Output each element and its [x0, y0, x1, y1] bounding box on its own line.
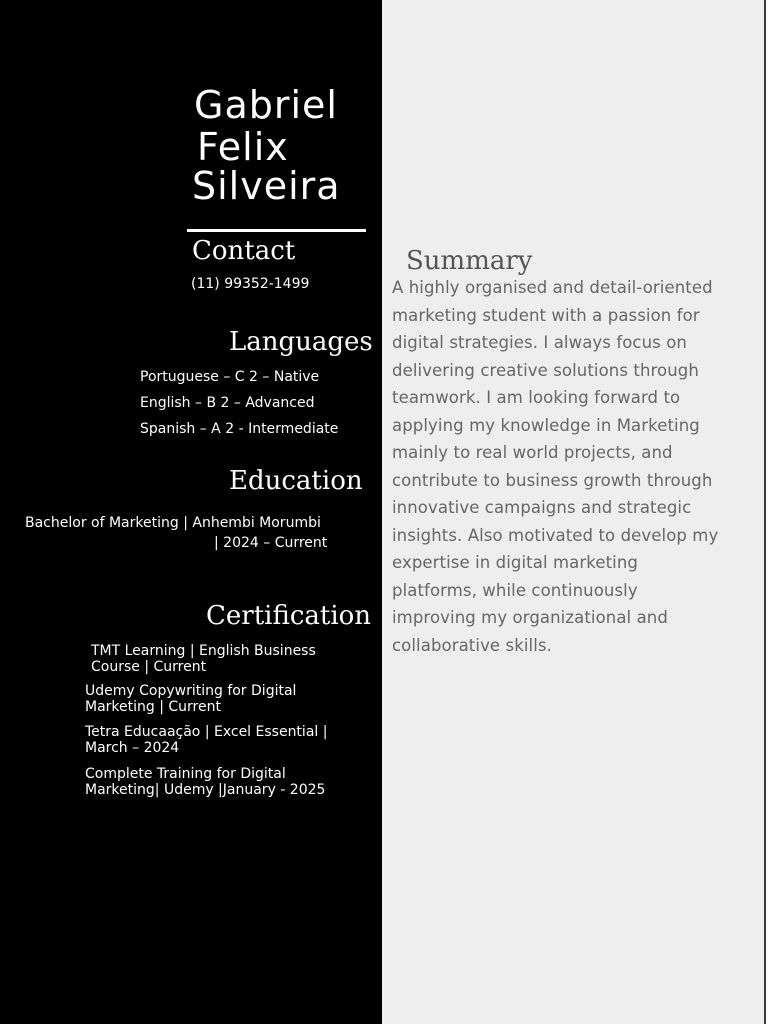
name-last: Silveira: [192, 164, 341, 208]
summary-line: applying my knowledge in Marketing: [392, 415, 700, 435]
summary-line: collaborative skills.: [392, 635, 552, 655]
summary-line: teamwork. I am looking forward to: [392, 388, 681, 407]
languages-heading: Languages: [229, 327, 373, 357]
education-heading: Education: [229, 466, 363, 496]
summary-line: expertise in digital marketing: [392, 553, 638, 572]
certification-line: Marketing| Udemy |January - 2025: [85, 782, 326, 798]
education-line: | 2024 – Current: [214, 535, 328, 551]
summary-heading: Summary: [406, 246, 533, 276]
summary-line: improving my organizational and: [392, 608, 668, 627]
certification-line: Complete Training for Digital: [85, 766, 286, 782]
certification-line: Course | Current: [91, 659, 207, 675]
certification-line: Tetra Educaação | Excel Essential |: [85, 724, 328, 740]
summary-line: delivering creative solutions through: [392, 360, 699, 380]
language-item: English – B 2 – Advanced: [140, 395, 315, 411]
summary-line: platforms, while continuously: [392, 580, 638, 600]
summary-line: A highly organised and detail-oriented: [392, 278, 713, 297]
certification-line: TMT Learning | English Business: [91, 643, 316, 659]
certification-heading: Certification: [206, 601, 372, 631]
summary-line: contribute to business growth through: [392, 470, 713, 490]
language-item: Portuguese – C 2 – Native: [140, 369, 320, 385]
summary-line: mainly to real world projects, and: [392, 443, 673, 462]
summary-line: digital strategies. I always focus on: [392, 333, 687, 352]
certification-line: Marketing | Current: [85, 699, 221, 715]
certification-line: March – 2024: [85, 740, 180, 756]
sidebar: [0, 0, 382, 1024]
summary-line: insights. Also motivated to develop my: [392, 525, 719, 545]
name-divider: [187, 229, 366, 232]
language-item: Spanish – A 2 - Intermediate: [140, 421, 339, 437]
page-edge-line: [764, 0, 766, 1024]
contact-phone: (11) 99352-1499: [191, 276, 310, 292]
education-line: Bachelor of Marketing | Anhembi Morumbi: [25, 515, 321, 531]
certification-line: Udemy Copywriting for Digital: [85, 683, 297, 699]
contact-heading: Contact: [192, 236, 296, 266]
summary-line: marketing student with a passion for: [392, 305, 700, 325]
summary-line: innovative campaigns and strategic: [392, 498, 692, 517]
name-first: Gabriel: [194, 83, 338, 127]
name-middle: Felix: [197, 125, 289, 169]
